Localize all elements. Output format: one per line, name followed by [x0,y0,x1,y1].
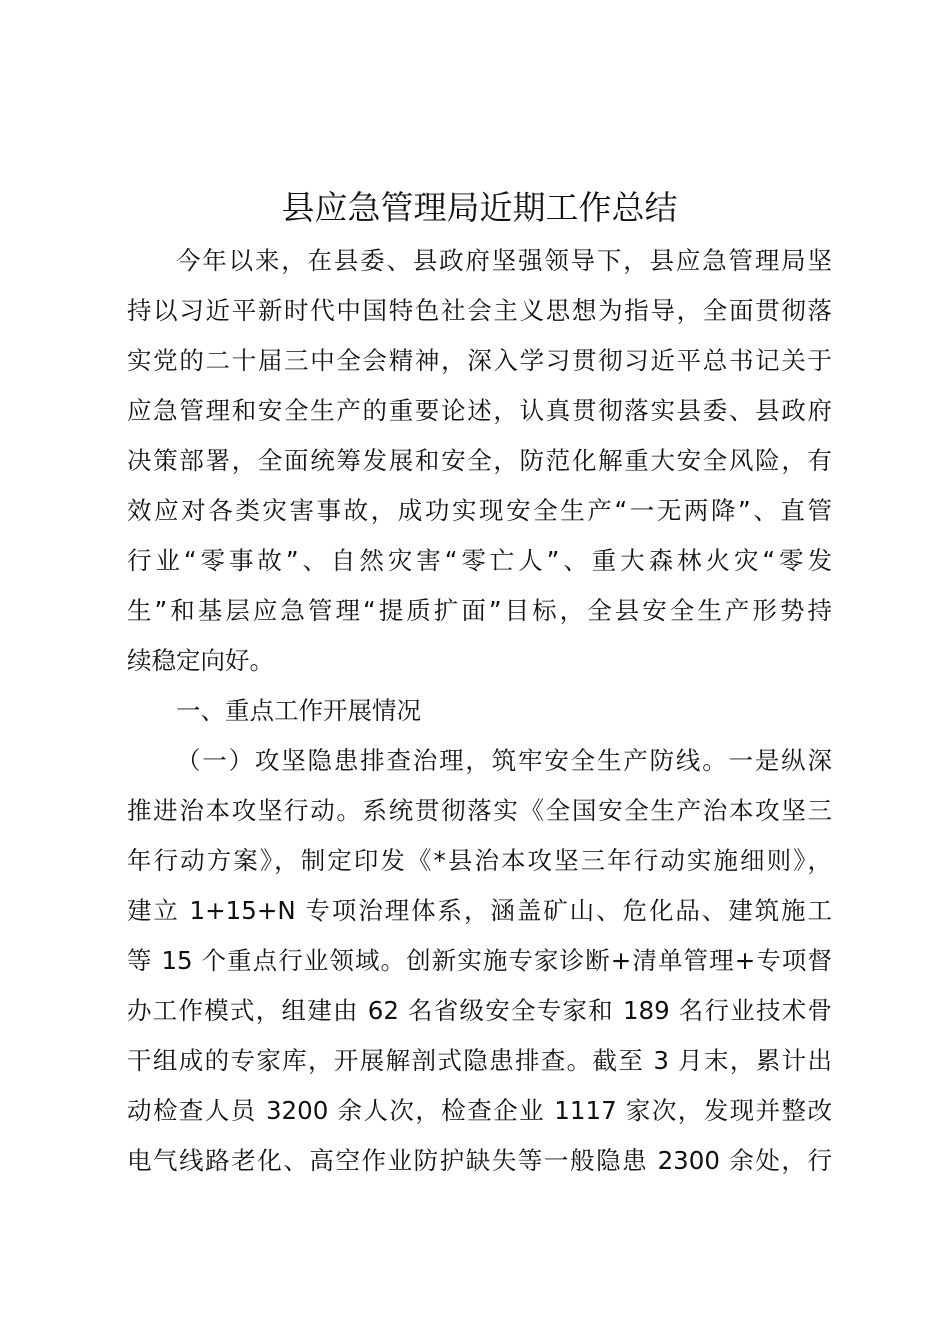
intro-paragraph [127,236,832,686]
text-line: 等 15 个重点行业领域。创新实施专家诊断+清单管理+专项督 [127,946,832,975]
text-line: 推进治本攻坚行动。系统贯彻落实《全国安全生产治本攻坚三 [127,796,832,825]
text-line: 持以习近平新时代中国特色社会主义思想为指导，全面贯彻落 [127,296,832,325]
text-line: 今年以来，在县委、县政府坚强领导下，县应急管理局坚 [176,246,832,275]
text-line: 动检查人员 3200 余人次，检查企业 1117 家次，发现并整改 [127,1096,832,1125]
section-1-paragraph [127,736,832,1186]
text-line: 电气线路老化、高空作业防护缺失等一般隐患 2300 余处，行 [127,1146,832,1175]
text-line: 办工作模式，组建由 62 名省级安全专家和 189 名行业技术骨 [127,996,832,1025]
section-heading: 一、重点工作开展情况 [176,696,421,725]
text-line: 效应对各类灾害事故，成功实现安全生产“一无两降”、直管 [127,496,832,525]
text-line: 行业“零事故”、自然灾害“零亡人”、重大森林火灾“零发 [127,546,832,575]
text-line: 续稳定向好。 [127,646,274,675]
text-line: 建立 1+15+N 专项治理体系，涵盖矿山、危化品、建筑施工 [127,896,832,925]
text-line: 实党的二十届三中全会精神，深入学习贯彻习近平总书记关于 [127,346,832,375]
text-line: 决策部署，全面统筹发展和安全，防范化解重大安全风险，有 [127,446,832,475]
text-line: 干组成的专家库，开展解剖式隐患排查。截至 3 月末，累计出 [127,1046,832,1075]
document-page [127,180,832,1186]
text-line: 生”和基层应急管理“提质扩面”目标，全县安全生产形势持 [127,596,832,625]
text-line: 应急管理和安全生产的重要论述，认真贯彻落实县委、县政府 [127,396,832,425]
text-line: 年行动方案》，制定印发《*县治本攻坚三年行动实施细则》， [127,846,832,875]
document-title: 县应急管理局近期工作总结 [281,188,678,227]
text-line: （一）攻坚隐患排查治理，筑牢安全生产防线。一是纵深 [176,746,832,775]
